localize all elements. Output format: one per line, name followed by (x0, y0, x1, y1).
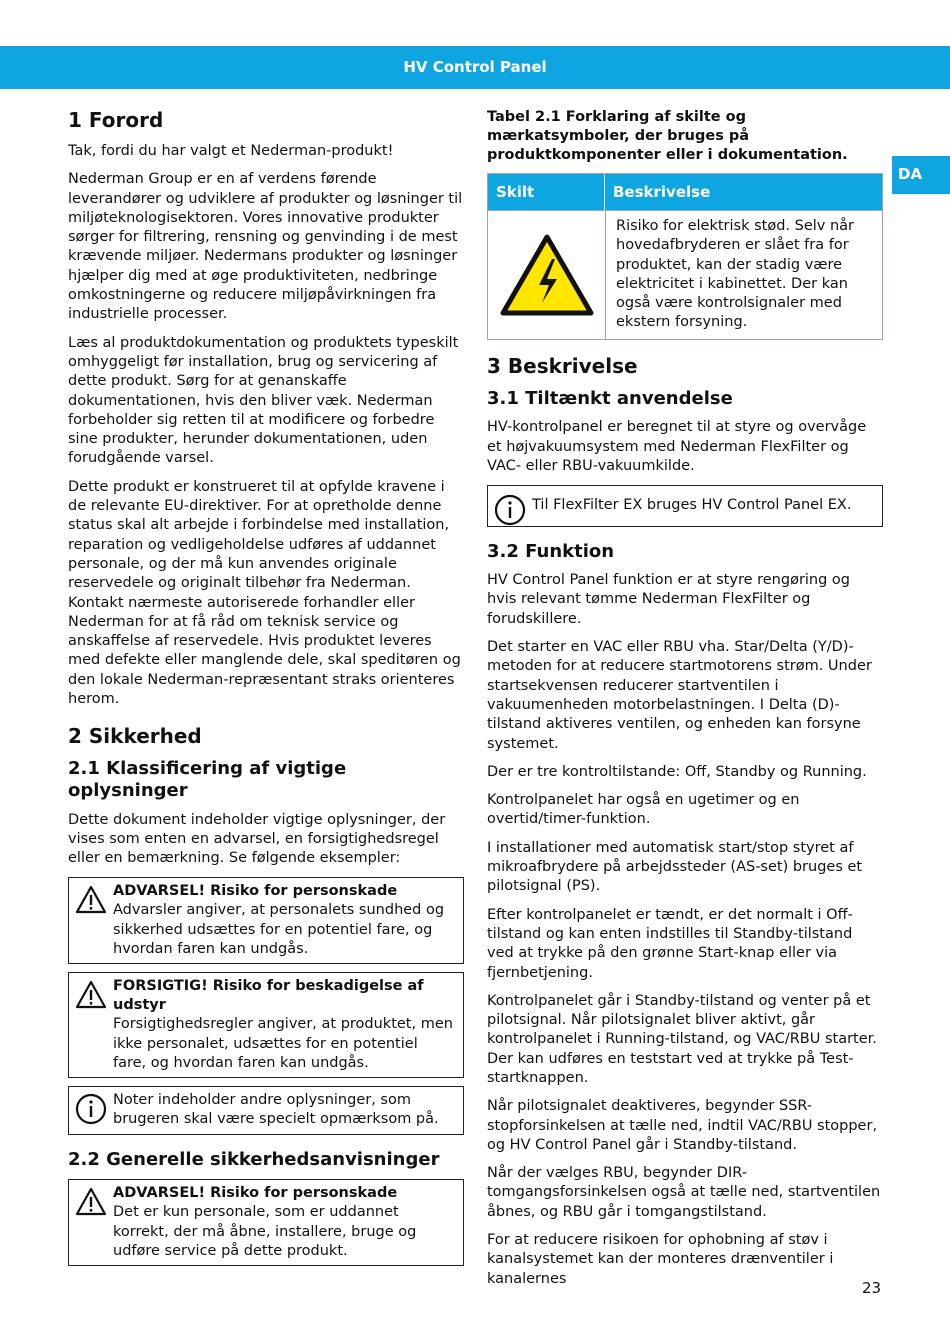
note-box (68, 1086, 464, 1135)
left-column (68, 108, 464, 1274)
foreword-paragraph-2: Nederman Group er en af verdens førende leverandører og udviklere af produkter og løsninger til miljøteknologisektoren. Vores innovative produkter sørger for filtrering, rensning og genvinding i de mest krævende miljøer. Nedermans produkter og løsninger hjælper dig med at øge produktiviteten, nedbringe omkostningerne og reducere miljøpåvirkningen fra industrielle processer. (68, 171, 463, 323)
table-row-description: Risiko for elektrisk stød. Selv når hovedafbryderen er slået fra for produktet, kan der stadig være elektricitet i kabinettet. Der kan også være kontrolsignaler med ekstern forsyning. (616, 218, 855, 331)
section-2-1-title: 2.1 Klassificering af vigtige oplysninger (68, 758, 347, 801)
safety-warning-box (68, 1179, 464, 1266)
page-header-title: HV Control Panel (403, 58, 547, 76)
section-3-1-title: 3.1 Tiltænkt anvendelse (487, 387, 733, 409)
function-paragraph-4: Kontrolpanelet har også en ugetimer og en overtid/timer-funktion. (487, 792, 800, 828)
caution-box (68, 972, 464, 1078)
intended-use-note-text: Til FlexFilter EX bruges HV Control Panel EX. (532, 497, 852, 514)
note-text: Noter indeholder andre oplysninger, som brugeren skal være specielt opmærksom på. (113, 1092, 439, 1128)
signs-table (487, 173, 883, 340)
warning-triangle-icon (75, 979, 107, 1011)
caution-text: Forsigtighedsregler angiver, at produktet, men ikke personalet, udsættes for en potentiel fare, og hvordan faren kan undgås. (113, 1016, 453, 1071)
header-bar (0, 46, 950, 89)
section-2-title: 2 Sikkerhed (68, 724, 202, 749)
warning-triangle-icon (75, 1186, 107, 1218)
warning-text: Advarsler angiver, at personalets sundhed og sikkerhed udsættes for en potentiel fare, og hvordan faren kan undgås. (113, 902, 445, 957)
section-3-2-title: 3.2 Funktion (487, 540, 615, 562)
intended-use-paragraph: HV-kontrolpanel er beregnet til at styre og overvåge et højvakuumsystem med Nederman FlexFilter og VAC- eller RBU-vakuumkilde. (487, 419, 867, 474)
info-circle-icon (494, 494, 526, 526)
function-paragraph-7: Kontrolpanelet går i Standby-tilstand og venter på et pilotsignal. Når pilotsignalet bliver aktivt, går kontrolpanelet i Running-tilstand, og VAC/RBU starter. Der kan udføres en teststart ved at trykke på Test-startknappen. (487, 992, 877, 1086)
table-header-row (488, 174, 882, 211)
safety-warning-title: ADVARSEL! Risiko for personskade (113, 1185, 398, 1202)
classification-paragraph: Dette dokument indeholder vigtige oplysninger, der vises som enten en advarsel, en forsigtighedsregel eller en bemærkning. Se følgende eksempler: (68, 811, 446, 867)
warning-title: ADVARSEL! Risiko for personskade (113, 883, 398, 900)
language-tab (892, 156, 950, 194)
section-2-2-title: 2.2 Generelle sikkerhedsanvisninger (68, 1148, 440, 1170)
function-paragraph-1: HV Control Panel funktion er at styre rengøring og hvis relevant tømme Nederman FlexFilter og forudskillere. (487, 572, 851, 627)
page-number: 23 (862, 1279, 882, 1297)
function-paragraph-3: Der er tre kontroltilstande: Off, Standby og Running. (487, 763, 867, 780)
function-paragraph-6: Efter kontrolpanelet er tændt, er det normalt i Off-tilstand og kan enten indstilles til Standby-tilstand ved at trykke på den grønne Start-knap eller via fjernbetjening. (487, 906, 853, 981)
intended-use-note-box (487, 485, 883, 526)
function-paragraph-8: Når pilotsignalet deaktiveres, begynder SSR-stopforsinkelsen at tælle ned, indtil VAC/RBU stopper, og HV Control Panel går i Standby-tilstand. (487, 1098, 878, 1153)
right-column (487, 108, 883, 1298)
warning-triangle-icon (75, 884, 107, 916)
warning-box (68, 877, 464, 964)
function-paragraph-5: I installationer med automatisk start/stop styret af mikroafbrydere på arbejdssteder (AS-set) bruges et pilotsignal (PS). (487, 839, 863, 895)
section-1-title: 1 Forord (68, 108, 164, 132)
caution-title: FORSIGTIG! Risiko for beskadigelse af udstyr (113, 978, 424, 1014)
info-circle-icon (75, 1093, 107, 1125)
foreword-paragraph-4: Dette produkt er konstrueret til at opfylde kravene i de relevante EU-direktiver. For at opretholde denne status skal alt arbejde i forbindelse med installation, reparation og vedligeholdelse udføres af uddannet personale, og der må kun anvendes originale reservedele og originalt tilbehør fra Nederman. Kontakt nærmeste autoriserede forhandler eller Nederman for at få råd om teknisk service og anskaffelse af reservedele. Hvis produktet leveres med defekte eller manglende dele, skal speditøren og den lokale Nederman-repræsentant straks orienteres herom. (68, 478, 461, 708)
safety-warning-text: Det er kun personale, som er uddannet korrekt, der må åbne, installere, bruge og udføre service på dette produkt. (113, 1204, 417, 1259)
foreword-paragraph-3: Læs al produktdokumentation og produktets typeskilt omhyggeligt før installation, brug og servicering af dette produkt. Sørg for at genanskaffe dokumentationen, hvis den bliver væk. Nederman forbeholder sig retten til at modificere og forbedre sine produkter, herunder dokumentationen, uden forudgående varsel. (68, 334, 459, 467)
table-header-sign: Skilt (488, 174, 605, 210)
foreword-paragraph-1: Tak, fordi du har valgt et Nederman-produkt! (68, 143, 394, 159)
section-3-title: 3 Beskrivelse (487, 353, 638, 378)
electric-shock-sign-icon (499, 233, 595, 317)
language-label: DA (898, 165, 923, 183)
table-row (488, 211, 882, 339)
function-paragraph-2: Det starter en VAC eller RBU vha. Star/Delta (Y/D)-metoden for at reducere startmotorens strøm. Under startsekvensen reducerer startventilen i vakuumenheden motorbelastningen. I Delta (D)-tilstand aktiveres ventilen, og enheden kan forsyne systemet. (487, 639, 872, 752)
table-caption: Tabel 2.1 Forklaring af skilte og mærkatsymboler, der bruges på produktkomponenter eller i dokumentation. (487, 109, 848, 163)
function-paragraph-10: For at reducere risikoen for ophobning af støv i kanalsystemet kan der monteres drænventiler i kanalernes (487, 1232, 834, 1287)
function-paragraph-9: Når der vælges RBU, begynder DIR-tomgangsforsinkelsen også at tælle ned, startventilen åbnes, og RBU går i tomgangstilstand. (487, 1165, 881, 1220)
table-header-description: Beskrivelse (613, 183, 711, 201)
